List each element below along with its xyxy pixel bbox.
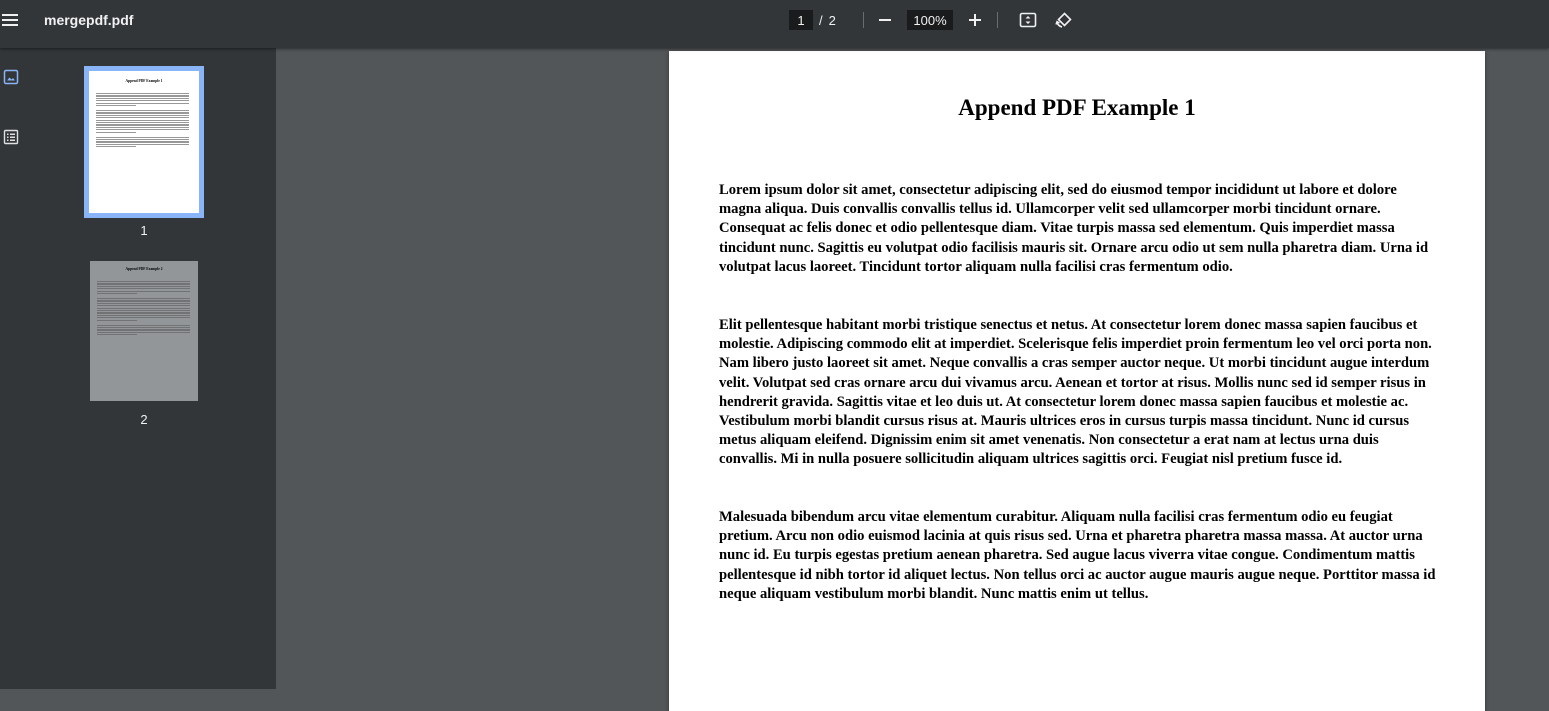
page-title: Append PDF Example 1 [958,95,1196,120]
menu-bar [2,24,18,26]
thumbnail-line [96,146,136,147]
thumbnail-line [97,332,190,333]
thumbnail-line [97,327,190,328]
paragraph: Elit pellentesque habitant morbi tristique senectus et netus. At consectetur lorem donec massa sapien faucibus et molestie. Adipiscing commodo elit at imperdiet. Scelerisque felis imperdiet proin fermentum leo vel orci porta non. Nam libero justo laoreet sit amet. Neque convallis a cras semper auctor neque. Ut morbi tincidunt augue interdum velit. Volutpat sed cras ornare arcu dui vivamus arcu. Aenean et tortor at risus. Mollis nunc sed id semper risus in hendrerit gravida. Sagittis vitae et leo duis ut. At consectetur lorem donec massa sapien faucibus et molestie ac. Vestibulum morbi blandit cursus risus at. Mauris ultrices eros in cursus turpis massa tincidunt. Nunc id cursus metus aliquam eleifend. Dignissim enim sit amet venenatis. Non consectetur a erat nam at lectus urna duis convallis. Mi in nulla posuere sollicitudin aliquam ultrices sagittis orci. Feugiat nisl pretium fusce id. [719,317,1432,468]
thumbnail-line [96,122,189,123]
thumbnail-label: 2 [140,412,148,427]
thumbnail-label: 1 [140,223,148,238]
thumbnail-title: Append PDF Example 2 [125,267,163,271]
fit-page-icon[interactable] [1016,8,1040,32]
thumbnail-line [97,334,137,335]
thumbnail-line [96,93,189,94]
thumbnail-line [97,305,190,306]
thumbnail-title: Append PDF Example 1 [125,79,163,83]
thumbnail-line [97,281,190,282]
page-separator: / [819,12,823,28]
thumbnail-line [97,293,137,294]
thumbnail-line [96,98,189,99]
thumbnail-line [97,325,190,326]
thumbnail-line [97,283,190,284]
thumbnail-line [96,117,189,118]
thumbnail-sidebar [0,48,276,689]
thumbnail-line [96,100,189,101]
file-name: mergepdf.pdf [44,12,134,28]
thumbnail-line [97,286,190,287]
thumbnail-line [96,129,189,130]
page-total: 2 [828,12,836,28]
thumbnail-line [96,124,189,125]
thumbnail-line [96,103,189,104]
thumbnail-line [96,120,189,121]
page-thumbnail-2[interactable] [90,261,198,401]
thumbnail-line [97,320,137,321]
rotate-icon[interactable] [1052,8,1076,32]
thumbnail-line [97,298,190,299]
thumbnail-line [96,115,189,116]
zoom-in-icon[interactable] [963,8,987,32]
thumbnail-line [96,105,136,106]
thumbnail-line [97,288,190,289]
thumbnail-line [97,291,190,292]
menu-icon[interactable] [0,8,22,32]
thumbnail-line [97,303,190,304]
thumbnail-line [97,308,190,309]
menu-bar [2,19,18,21]
toolbar-divider [997,12,998,28]
thumbnail-line [96,139,189,140]
page-number-input[interactable] [789,10,813,30]
thumbnail-line [96,137,189,138]
zoom-out-icon[interactable] [873,8,897,32]
thumbnail-line [97,300,190,301]
pdf-page [669,51,1485,711]
paragraph: Lorem ipsum dolor sit amet, consectetur adipiscing elit, sed do eiusmod tempor incididunt ut labore et dolore magna aliqua. Duis convallis convallis tellus id. Ullamcorper velit sed ullamcorper morbi tincidunt ornare. Consequat ac felis donec et odio pellentesque diam. Vitae turpis massa sed elementum. Quis imperdiet massa tincidunt nunc. Sagittis eu volutpat odio facilisis mauris sit. Ornare arcu odio ut sem nulla pharetra diam. Urna id volutpat lacus laoreet. Tincidunt tortor aliquam nulla facilisi cras fermentum odio. [719,182,1429,275]
thumbnail-line [97,317,190,318]
toolbar [0,0,1549,48]
thumbnail-line [96,127,189,128]
thumbnail-line [97,310,190,311]
thumbnail-line [97,315,190,316]
outline-icon[interactable] [2,128,20,146]
toolbar-divider [863,12,864,28]
thumbnail-line [96,95,189,96]
paragraph: Malesuada bibendum arcu vitae elementum curabitur. Aliquam nulla facilisi cras fermentum odio eu feugiat pretium. Arcu non odio euismod lacinia at quis risus sed. Urna et pharetra pharetra massa massa. At auctor urna nunc id. Eu turpis egestas pretium aenean pharetra. Sed augue lacus viverra vitae congue. Condimentum mattis pellentesque id nibh tortor id aliquet lectus. Non tellus orci ac auctor augue mauris augue neque. Porttitor massa id neque aliquam vestibulum morbi blandit. Nunc mattis enim ut tellus. [719,509,1436,602]
page-thumbnail-1[interactable] [89,71,199,213]
page-navigation [789,10,836,30]
menu-bar [2,14,18,16]
thumbnail-line [96,112,189,113]
zoom-level-input[interactable] [907,10,953,30]
thumbnail-line [96,141,189,142]
thumbnails-icon[interactable] [2,68,20,86]
thumbnail-line [97,312,190,313]
thumbnail-line [97,329,190,330]
thumbnail-line [96,144,189,145]
thumbnail-line [96,132,136,133]
thumbnail-line [96,110,189,111]
